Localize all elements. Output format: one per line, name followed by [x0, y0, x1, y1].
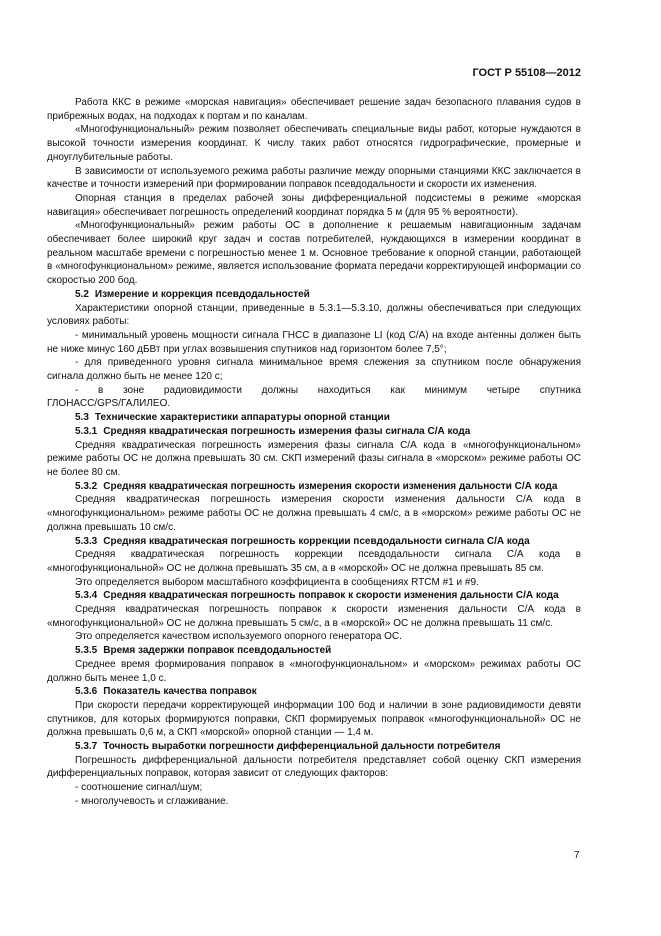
section-heading-5-3-6 — [47, 685, 581, 699]
section-title: Технические характеристики аппаратуры опорной станции — [94, 412, 390, 424]
section-number: 5.3.2 — [75, 480, 98, 492]
section-title: Средняя квадратическая погрешность коррекции псевдодальности сигнала С/А кода — [103, 535, 530, 547]
section-title: Средняя квадратическая погрешность поправок к скорости изменения дальности С/А кода — [103, 590, 559, 602]
section-number: 5.3.6 — [75, 686, 98, 698]
paragraph-note: Это определяется выбором масштабного коэффициента в сообщениях RTCM #1 и #9. — [75, 576, 479, 588]
section-title: Средняя квадратическая погрешность измерения фазы сигнала С/А кода — [103, 425, 471, 437]
section-number: 5.3.3 — [75, 535, 98, 547]
list-item: - в зоне радиовидимости должны находиться как минимум четыре спутника — [75, 384, 581, 396]
section-title: Точность выработки погрешности дифференциальной дальности потребителя — [103, 741, 501, 753]
section-title: Средняя квадратическая погрешность измерения скорости изменения дальности С/А кода — [103, 480, 558, 492]
paragraph: «Многофункциональный» режим работы ОС в дополнение к решаемым навигационным задачам обеспечивает более широкий круг задач и состав потребителей, нуждающихся в измерении координат в реальном масштабе времени с погрешностью менее 1 м. Основное требование к опорной станции, работающей в «многофункциональном» режиме, является использование формата передачи корректирующей информации со скоростью 200 бод. — [47, 220, 581, 287]
paragraph: Работа ККС в режиме «морская навигация» обеспечивает решение задач безопасного плавания судов в прибрежных водах, на подходах к портам и по каналам. — [47, 97, 581, 122]
section-number: 5.3.1 — [75, 425, 98, 437]
paragraph: Характеристики опорной станции, приведенные в 5.3.1—5.3.10, должны обеспечиваться при следующих условиях работы: — [47, 302, 581, 328]
section-title: Показатель качества поправок — [103, 686, 257, 698]
section-number: 5.3.4 — [75, 590, 98, 602]
section-heading-5-3 — [47, 411, 581, 425]
section-number: 5.3 — [75, 412, 89, 424]
paragraph: Средняя квадратическая погрешность поправок к скорости изменения дальности С/А кода в «многофункциональной» ОС не должна превышать 5 см/с, а в «морской» ОС не должна превышать 11 см/с. — [47, 604, 581, 629]
list-item: - многолучевость и сглаживание. — [75, 795, 229, 807]
document-body — [47, 96, 581, 809]
paragraph: При скорости передачи корректирующей информации 100 бод и наличии в зоне радиовидимости девяти спутников, для которых формируются поправки, СКП формируемых поправок «многофункциональной» ОС не должна превышать 0,6 м, а СКП «морской» опорной станции — 1,4 м. — [47, 699, 581, 739]
section-heading-5-3-2 — [47, 480, 581, 494]
section-number: 5.2 — [75, 288, 89, 300]
section-heading-5-3-7 — [47, 740, 581, 754]
section-title: Время задержки поправок псевдодальностей — [103, 645, 332, 657]
list-item: - минимальный уровень мощности сигнала ГНСС в диапазоне LI (код С/А) на входе антенны должен быть не ниже минус 160 дБВт при углах возвышения спутников над горизонтом более 7,5°; — [47, 329, 581, 355]
list-item: - соотношение сигнал/шум; — [75, 782, 203, 794]
section-heading-5-3-5 — [47, 644, 581, 658]
section-number: 5.3.5 — [75, 645, 98, 657]
section-heading-5-2 — [47, 288, 581, 302]
paragraph-note: Это определяется качеством используемого опорного генератора ОС. — [75, 631, 402, 643]
page-number: 7 — [574, 850, 580, 861]
standard-code-header: ГОСТ Р 55108—2012 — [472, 67, 581, 79]
section-heading-5-3-4 — [47, 589, 581, 603]
section-number: 5.3.7 — [75, 741, 98, 753]
paragraph: «Многофункциональный» режим позволяет обеспечивать специальные виды работ, которые нуждаются в высокой точности измерения координат. К числу таких работ относятся гидрографические, промерные и дноуглубительные работы. — [47, 124, 581, 163]
paragraph: Опорная станция в пределах рабочей зоны дифференциальной подсистемы в режиме «морская навигация» обеспечивает погрешность определений координат порядка 5 м (для 95 % вероятности). — [47, 192, 581, 218]
paragraph: Средняя квадратическая погрешность измерения фазы сигнала С/А кода в «многофункциональном» режиме работы ОС не должна превышать 30 см. СКП измерений фазы сигнала в «морском» режиме работы ОС не более 80 см. — [47, 439, 581, 478]
paragraph: Среднее время формирования поправок в «многофункциональном» и «морском» режимах работы ОС должно быть менее 1,0 с. — [47, 658, 581, 684]
paragraph: Средняя квадратическая погрешность измерения скорости изменения дальности С/А кода в «многофункциональном» режиме работы ОС не должна превышать 4 см/с, а в «морском» режиме работы ОС не должна превышать 10 см/с. — [47, 494, 581, 533]
paragraph: Погрешность дифференциальной дальности потребителя представляет собой оценку СКП измерения дифференциальных поправок, которая зависит от следующих факторов: — [47, 754, 581, 780]
paragraph: Средняя квадратическая погрешность коррекции псевдодальности сигнала С/А кода в «многофункциональной» ОС не должна превышать 35 см, а в «морской» ОС не должна превышать 85 см. — [47, 549, 581, 574]
list-item: - для приведенного уровня сигнала минимальное время слежения за спутником после обнаружения сигнала должно быть не менее 120 с; — [47, 357, 581, 383]
section-title: Измерение и коррекция псевдодальностей — [94, 288, 310, 300]
list-item-continuation: ГЛОНАСС/GPS/ГАЛИЛЕО. — [47, 398, 171, 410]
section-heading-5-3-1 — [47, 425, 581, 439]
paragraph: В зависимости от используемого режима работы различие между опорными станциями ККС заключается в качестве и точности измерений при формировании поправок псевдодальности и скорости их изменения. — [47, 165, 581, 191]
section-heading-5-3-3 — [47, 535, 581, 549]
